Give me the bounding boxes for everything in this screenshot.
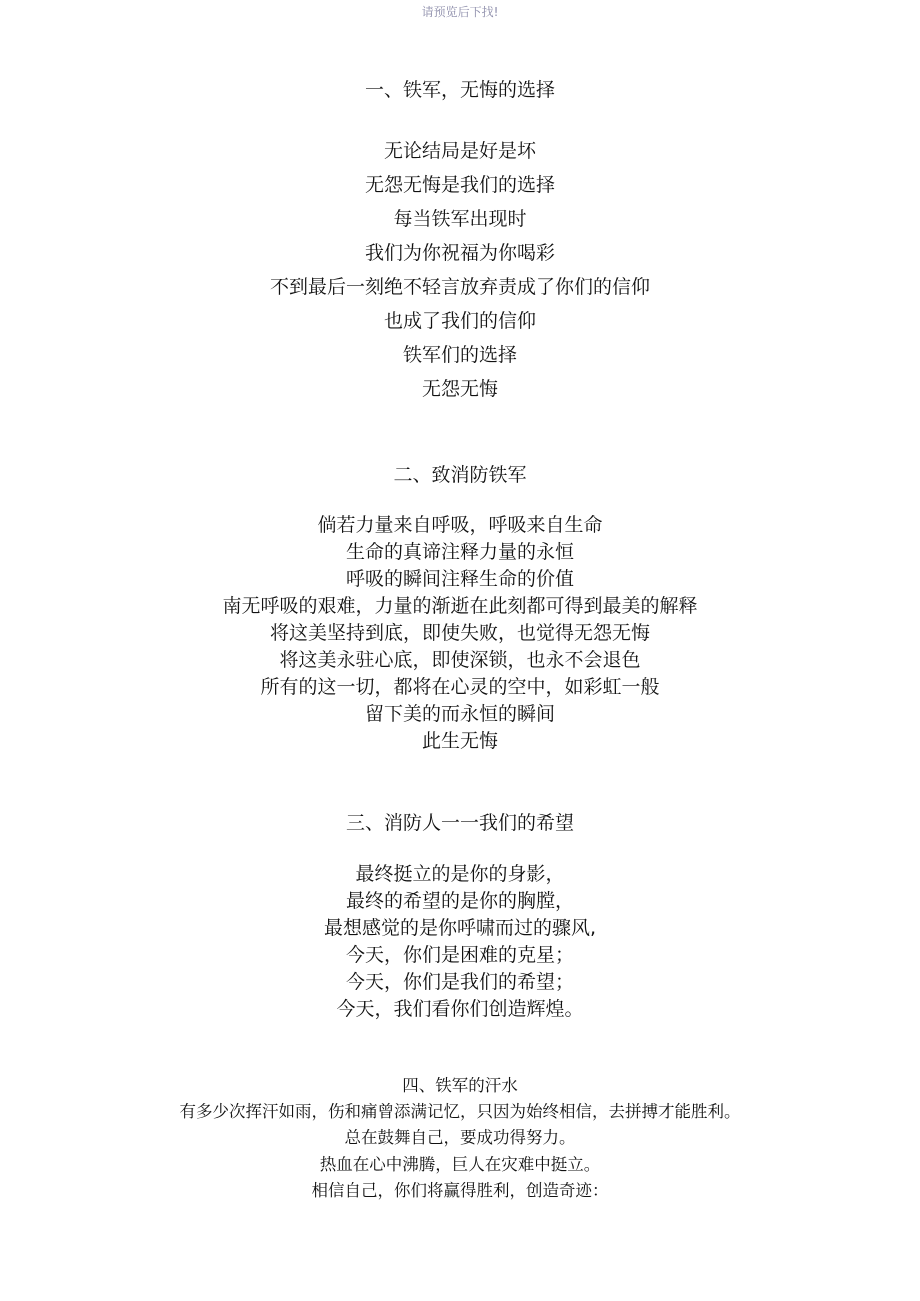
poem-line: 呼吸的瞬间注释生命的价值 bbox=[345, 568, 574, 590]
poem-line: 最终的希望的是你的胸膛， bbox=[345, 890, 574, 912]
poem-line: 最想感觉的是你呼啸而过的骤风, bbox=[323, 917, 597, 939]
poem-line: 生命的真谛注释力量的永恒 bbox=[345, 541, 574, 563]
section-4-title-block bbox=[0, 1075, 920, 1097]
section-1-body bbox=[0, 134, 920, 406]
poem-line: 也成了我们的信仰 bbox=[383, 310, 536, 332]
poem-line: 最终挺立的是你的身影， bbox=[355, 863, 565, 885]
section-1-title-block bbox=[0, 78, 920, 102]
poem-line: 相信自己，你们将赢得胜利，创造奇迹： bbox=[311, 1180, 609, 1200]
poem-line: 今天，我们看你们创造辉煌。 bbox=[336, 998, 584, 1020]
poem-line: 不到最后一刻绝不轻言放弃责成了你们的信仰 bbox=[269, 276, 650, 298]
poem-line: 将这美永驻心底，即使深锁，也永不会退色 bbox=[279, 649, 641, 671]
section-2-title-block bbox=[0, 463, 920, 487]
poem-line: 无怨无悔 bbox=[421, 378, 498, 400]
poem-line: 将这美坚持到底，即使失败，也觉得无怨无悔 bbox=[269, 622, 650, 644]
poem-line: 留下美的而永恒的瞬间 bbox=[364, 703, 555, 725]
poem-line: 此生无悔 bbox=[421, 730, 498, 752]
section-title: 三、消防人一一我们的希望 bbox=[345, 812, 574, 834]
section-2-body bbox=[0, 512, 920, 755]
section-3-title-block bbox=[0, 811, 920, 835]
section-title: 一、铁军，无悔的选择 bbox=[364, 79, 555, 101]
poem-line: 热血在心中沸腾，巨人在灾难中挺立。 bbox=[319, 1154, 601, 1174]
poem-line: 我们为你祝福为你喝彩 bbox=[364, 242, 555, 264]
section-3-body bbox=[0, 861, 920, 1023]
poem-line: 铁军们的选择 bbox=[402, 344, 517, 366]
poem-line: 今天，你们是我们的希望； bbox=[345, 971, 574, 993]
poem-line: 今天，你们是困难的克星； bbox=[345, 944, 574, 966]
poem-line: 无论结局是好是坏 bbox=[383, 140, 536, 162]
section-title: 四、铁军的汗水 bbox=[402, 1076, 518, 1095]
poem-line: 南无呼吸的艰难，力量的渐逝在此刻都可得到最美的解释 bbox=[222, 595, 698, 617]
poem-line: 每当铁军出现时 bbox=[393, 208, 527, 230]
poem-line: 所有的这一切，都将在心灵的空中，如彩虹一般 bbox=[260, 676, 660, 698]
poem-line: 倘若力量来自呼吸，呼吸来自生命 bbox=[317, 514, 603, 536]
poem-line: 总在鼓舞自己，要成功得努力。 bbox=[344, 1128, 576, 1148]
poem-line: 有多少次挥汗如雨，伤和痛曾添满记忆，只因为始终相信，去拼搏才能胜利。 bbox=[179, 1102, 741, 1121]
watermark: 请预览后下找! bbox=[421, 5, 499, 19]
poem-line: 无怨无悔是我们的选择 bbox=[364, 174, 555, 196]
section-title: 二、致消防铁军 bbox=[393, 464, 527, 486]
section-4-body bbox=[0, 1099, 920, 1204]
